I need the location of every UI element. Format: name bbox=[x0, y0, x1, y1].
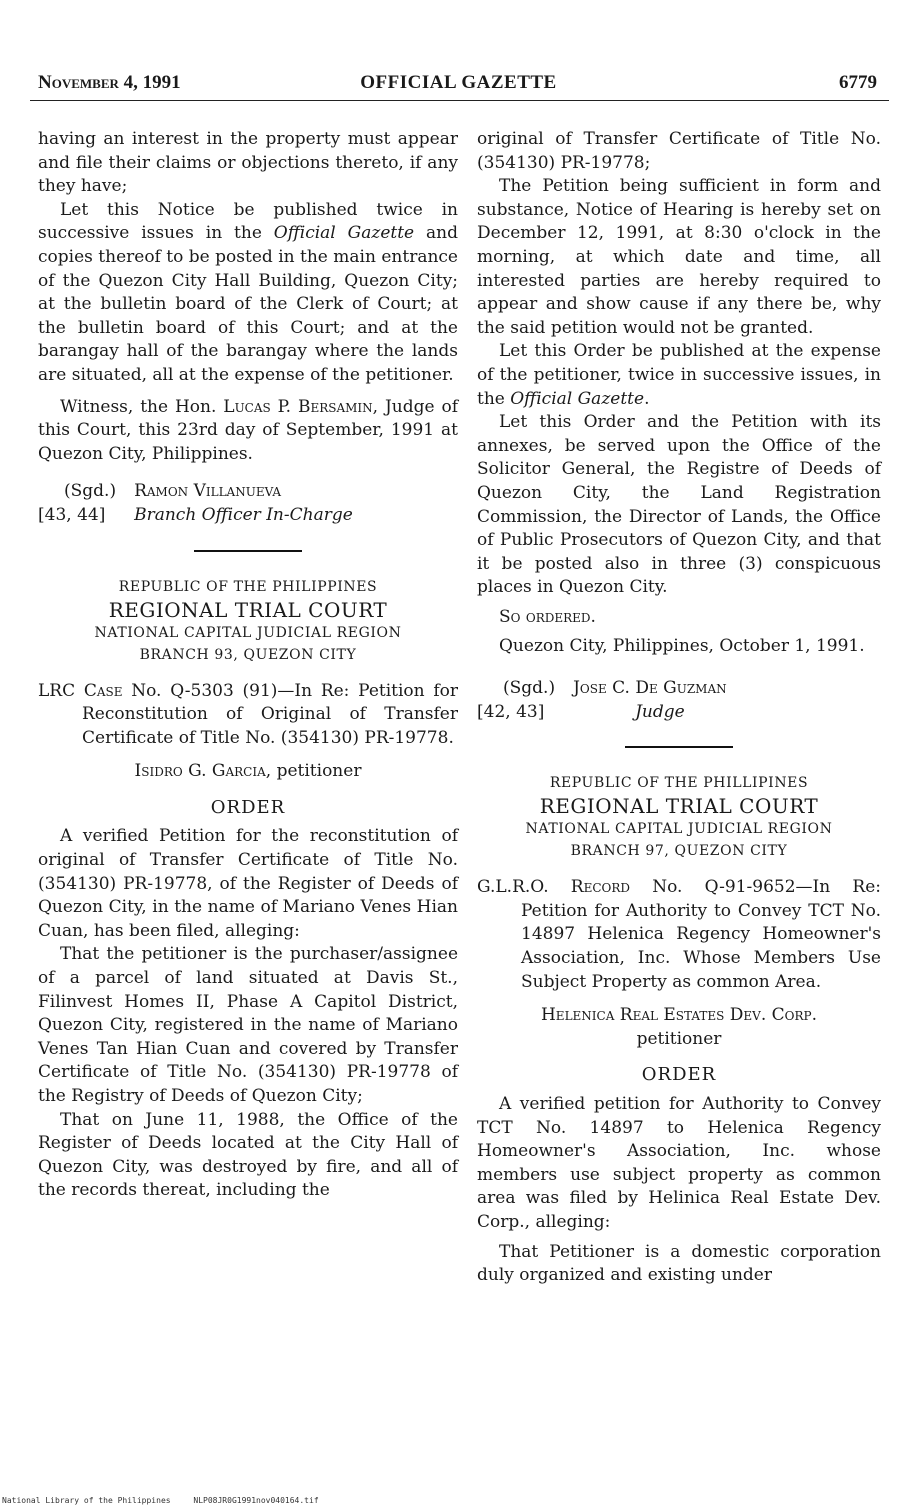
library-label: National Library of the Philippines bbox=[2, 1496, 171, 1505]
order-paragraph: A verified petition for Authority to Convey TCT No. 14897 to Helenica Regency Homeowner's Association, Inc. whose members use subject property as common area was filed by Helinica Real Estate Dev. Corp., alleging: bbox=[477, 1094, 881, 1232]
witness-paragraph: Witness, the Hon. Lucas P. Bersamin, Judge of this Court, this 23rd day of September, 1991 at Quezon City, Philippines. bbox=[38, 396, 458, 464]
republic-line: REPUBLIC OF THE PHILIPPINES bbox=[118, 578, 378, 595]
so-ordered: So ordered. bbox=[499, 606, 596, 627]
court-name: REGIONAL TRIAL COURT bbox=[539, 794, 819, 819]
section-divider bbox=[625, 746, 733, 748]
publication-title: OFFICIAL GAZETTE bbox=[360, 72, 557, 93]
section-divider bbox=[194, 550, 302, 552]
signed-mark: (Sgd.) bbox=[64, 481, 117, 502]
petitioner-line: Isidro G. Garcia, petitioner bbox=[134, 761, 362, 782]
signatory-role: Judge bbox=[635, 701, 685, 722]
court-heading bbox=[38, 576, 458, 666]
order-paragraph: That the petitioner is the purchaser/assignee of a parcel of land situated at Davis St., Filinvest Homes II, Phase A Capitol District, Quezon City, registered in the name of Mariano Venes Tan Hian Cuan and covered by Transfer Certificate of Title No. (354130) PR-19778 of the Registry of Deeds of Quezon City; bbox=[38, 944, 458, 1106]
hearing-paragraph: The Petition being sufficient in form and substance, Notice of Hearing is hereby set on December 12, 1991, at 8:30 o'clock in the morning, at which date and time, all interested parties are hereby required to appear and show cause if any there be, why the said petition would not be granted. bbox=[477, 176, 881, 338]
issue-reference: [42, 43] bbox=[477, 701, 545, 722]
case-caption: G.L.R.O. Record No. Q-91-9652—In Re: Petition for Authority to Convey TCT No. 14897 Helenica Regency Homeowner's Association, Inc. Whose Members Use Subject Property as common Area. bbox=[477, 877, 881, 992]
continued-paragraph: having an interest in the property must appear and file their claims or objections thereto, if any they have; bbox=[38, 129, 458, 197]
signature-block bbox=[477, 677, 881, 724]
region-line: NATIONAL CAPITAL JUDICIAL REGION bbox=[525, 821, 833, 838]
continued-paragraph: original of Transfer Certificate of Title No. (354130) PR-19778; bbox=[477, 129, 881, 173]
issue-reference: [43, 44] bbox=[38, 504, 106, 525]
court-heading bbox=[477, 772, 881, 862]
publication-notice-paragraph: Let this Notice be published twice in successive issues in the Official Gazette and copies thereof to be posted in the main entrance of the Quezon City Hall Building, Quezon City; at the bulletin board of the Clerk of Court; at the bulletin board of this Court; and at the barangay hall of the barangay where the lands are situated, all at the expense of the petitioner. bbox=[38, 199, 458, 385]
region-line: NATIONAL CAPITAL JUDICIAL REGION bbox=[94, 624, 402, 641]
service-paragraph: Let this Order and the Petition with its annexes, be served upon the Office of the Solicitor General, the Registre of Deeds of Quezon City, the Land Registration Commission, the Director of Lands, the Office of Public Prosecutors of Quezon City, and that it be posted also in three (3) conspicuous places in Quezon City. bbox=[477, 412, 881, 598]
left-column bbox=[38, 128, 458, 1203]
order-heading: ORDER bbox=[641, 1064, 717, 1086]
branch-line: BRANCH 93, QUEZON CITY bbox=[139, 646, 357, 663]
judge-name: Lucas P. Bersamin, bbox=[223, 396, 379, 417]
order-paragraph: A verified Petition for the reconstitution of original of Transfer Certificate of Title No. (354130) PR-19778, of the Register of Deeds of Quezon City, in the name of Mariano Venes Hian Cuan, has been filed, alleging: bbox=[38, 826, 458, 941]
page-number: 6779 bbox=[839, 72, 877, 93]
order-paragraph: That on June 11, 1988, the Office of the Register of Deeds located at the City Hall of Quezon City, was destroyed by fire, and all of the records thereat, including the bbox=[38, 1109, 458, 1201]
place-date: Quezon City, Philippines, October 1, 1991. bbox=[499, 636, 865, 657]
file-label: NLP08JR0G1991nov040164.tif bbox=[193, 1496, 319, 1505]
signatory-name: Jose C. De Guzman bbox=[573, 678, 727, 699]
signed-mark: (Sgd.) bbox=[503, 678, 556, 699]
signatory-role: Branch Officer In-Charge bbox=[134, 504, 353, 525]
right-column bbox=[477, 128, 881, 1288]
header-divider bbox=[30, 100, 889, 101]
court-name: REGIONAL TRIAL COURT bbox=[108, 597, 388, 622]
case-caption: LRC Case No. Q-5303 (91)—In Re: Petition for Reconstitution of Original of Transfer Certificate of Title No. (354130) PR-19778. bbox=[38, 680, 458, 748]
order-paragraph: That Petitioner is a domestic corporation duly organized and existing under bbox=[477, 1241, 881, 1286]
publication-paragraph: Let this Order be published at the expense of the petitioner, twice in successive issues, in the Official Gazette. bbox=[477, 341, 881, 409]
order-heading: ORDER bbox=[210, 796, 286, 818]
republic-line: REPUBLIC OF THE PHILLIPINES bbox=[549, 775, 809, 792]
scan-footer bbox=[2, 1496, 337, 1505]
issue-date: November 4, 1991 bbox=[38, 72, 181, 93]
petitioner-line: Helenica Real Estates Dev. Corp. petitioner bbox=[540, 1005, 817, 1049]
branch-line: BRANCH 97, QUEZON CITY bbox=[570, 843, 788, 860]
signatory-name: Ramon Villanueva bbox=[134, 481, 282, 502]
signature-block bbox=[38, 480, 458, 527]
